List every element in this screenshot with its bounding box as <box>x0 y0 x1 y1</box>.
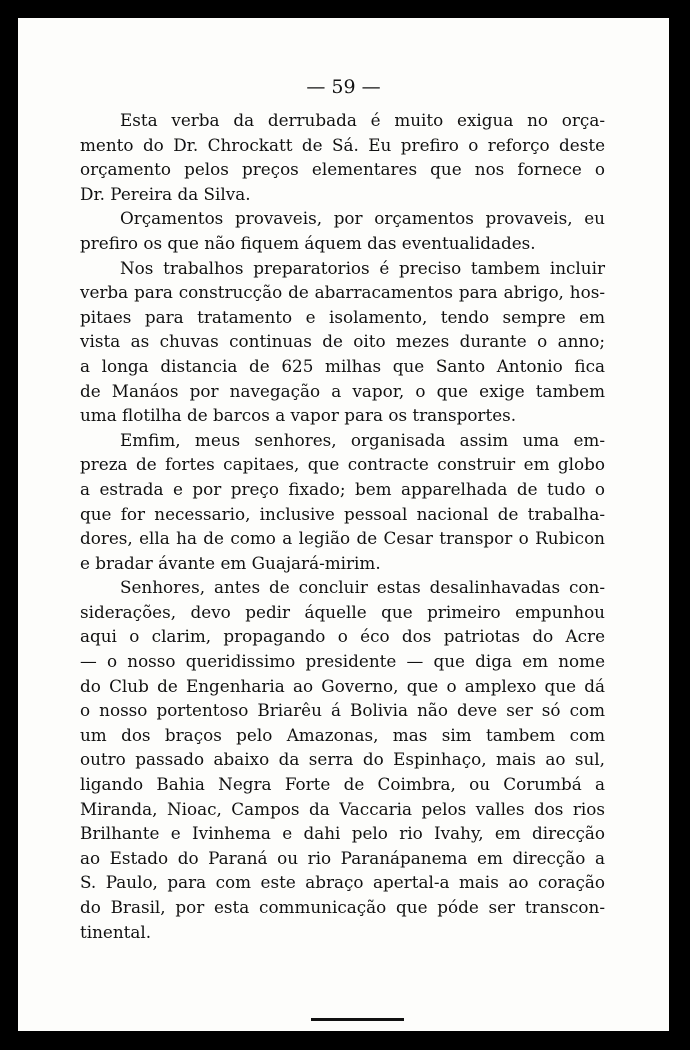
text-line: Esta verba da derrubada é muito exigua no orça- <box>120 110 605 130</box>
text-line: vista as chuvas continuas de oito mezes durante o anno; <box>80 331 605 352</box>
text-line: Brilhante e Ivinhema e dahi pelo rio Ivahy, em direcção <box>80 823 605 844</box>
text-line: Orçamentos provaveis, por orçamentos provaveis, eu <box>120 208 605 229</box>
text-line: a estrada e por preço fixado; bem apparelhada de tudo o <box>80 478 605 499</box>
paragraph <box>80 108 605 206</box>
text-line: o nosso portentoso Briarêu á Bolivia não deve ser só com <box>80 700 605 721</box>
text-line: e bradar ávante em Guajará-mirim. <box>80 552 381 573</box>
text-line: tinental. <box>80 921 152 942</box>
text-line: dores, ella ha de como a legião de Cesar transpor o Rubicon <box>80 528 605 549</box>
paragraph <box>80 575 605 944</box>
text-line: do Brasil, por esta communicação que póde ser transcon- <box>80 897 605 917</box>
text-line: aqui o clarim, propagando o éco dos patriotas do Acre <box>80 626 605 647</box>
paragraph <box>80 256 605 428</box>
text-line: Dr. Pereira da Silva. <box>80 183 251 204</box>
text-line: S. Paulo, para com este abraço apertal-a mais ao coração <box>80 872 605 893</box>
text-line: ligando Bahia Negra Forte de Coimbra, ou Corumbá a <box>80 774 605 795</box>
text-line: de Manáos por navegação a vapor, o que exige tambem <box>80 380 605 401</box>
text-line: um dos braços pelo Amazonas, mas sim tambem com <box>80 724 605 745</box>
paragraph <box>80 206 605 255</box>
book-page <box>18 18 669 1031</box>
text-line: outro passado abaixo da serra do Espinhaço, mais ao sul, <box>80 749 605 770</box>
text-line: orçamento pelos preços elementares que nos fornece o <box>80 159 605 180</box>
text-line: Senhores, antes de concluir estas desalinhavadas con- <box>120 577 605 598</box>
body-text <box>80 108 605 944</box>
text-line: preza de fortes capitaes, que contracte construir em globo <box>80 454 605 475</box>
text-line: — o nosso queridissimo presidente — que diga em nome <box>80 651 605 672</box>
paragraph <box>80 428 605 576</box>
page-number: — 59 — <box>306 76 381 98</box>
text-line: mento do Dr. Chrockatt de Sá. Eu prefiro o reforço deste <box>80 134 605 155</box>
text-line: Nos trabalhos preparatorios é preciso tambem incluir <box>120 257 605 278</box>
text-line: do Club de Engenharia ao Governo, que o amplexo que dá <box>80 675 605 696</box>
text-line: verba para construcção de abarracamentos para abrigo, hos- <box>80 282 605 303</box>
text-line: prefiro os que não fiquem áquem das eventualidades. <box>80 232 536 253</box>
text-line: Emfim, meus senhores, organisada assim uma em- <box>120 429 605 450</box>
text-line: pitaes para tratamento e isolamento, tendo sempre em <box>80 306 605 327</box>
text-line: que for necessario, inclusive pessoal nacional de trabalha- <box>80 503 605 524</box>
text-line: uma flotilha de barcos a vapor para os transportes. <box>80 405 517 426</box>
text-line: siderações, devo pedir áquelle que primeiro empunhou <box>80 601 605 622</box>
text-line: ao Estado do Paraná ou rio Paranápanema em direcção a <box>80 847 605 868</box>
section-end-rule <box>311 1018 404 1021</box>
text-line: Miranda, Nioac, Campos da Vaccaria pelos valles dos rios <box>80 798 605 819</box>
text-line: a longa distancia de 625 milhas que Santo Antonio fica <box>80 355 605 376</box>
